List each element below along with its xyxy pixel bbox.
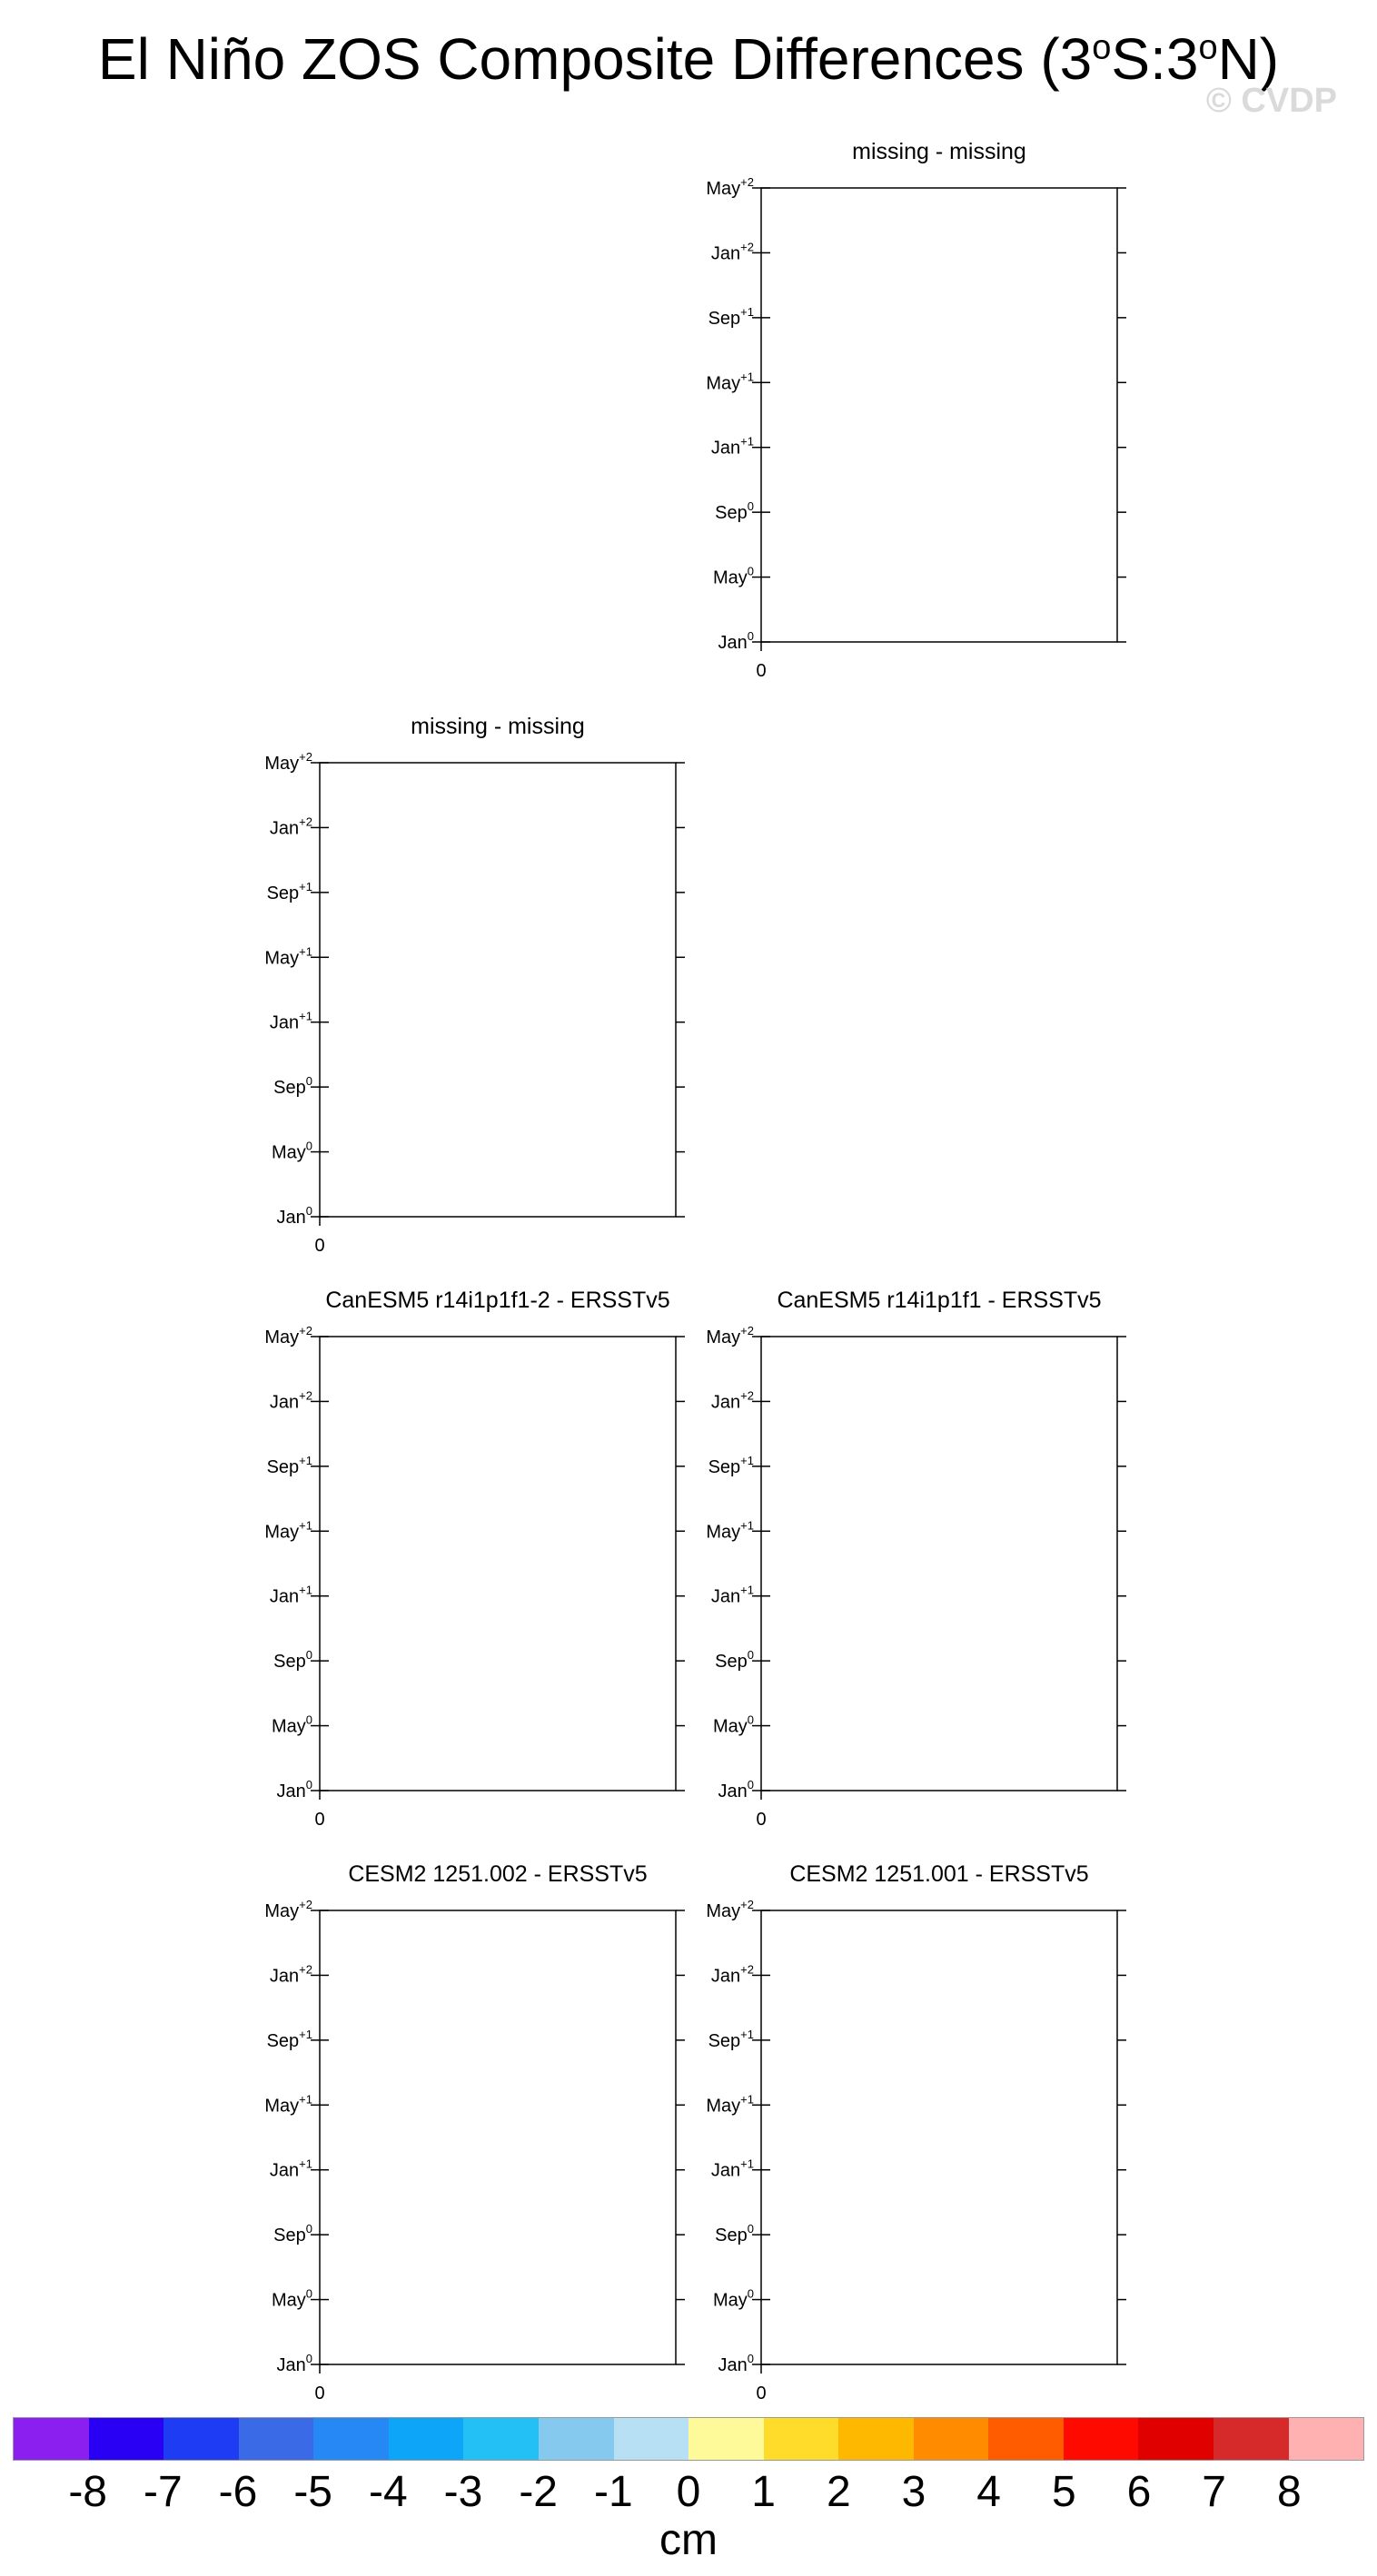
colorbar-cell xyxy=(463,2418,539,2460)
colorbar-labels xyxy=(0,2465,1377,2520)
y-tick-label: Jan$^{+2}$ xyxy=(269,1962,312,1987)
x-tick-label: 0 xyxy=(756,2384,767,2403)
y-tick-label: May$^{+2}$ xyxy=(706,1898,754,1921)
panel-title: CanESM5 r14i1p1f1-2 - ERSSTv5 xyxy=(325,1288,670,1313)
y-tick-label: Jan$^0$ xyxy=(718,1778,754,1801)
y-tick-label: Sep$^0$ xyxy=(715,2222,754,2246)
y-tick-label: Sep$^{+1}$ xyxy=(266,879,312,903)
y-tick-label: Sep$^0$ xyxy=(273,2222,312,2246)
y-tick-label: Jan$^{+1}$ xyxy=(269,2157,312,2181)
panel-title: missing - missing xyxy=(852,139,1026,164)
panel-title: CESM2 1251.002 - ERSSTv5 xyxy=(348,1861,648,1887)
colorbar-level-label: 4 xyxy=(976,2468,1002,2516)
plot-frame xyxy=(320,1337,676,1791)
y-tick-label: May$^{+1}$ xyxy=(264,944,312,969)
colorbar-cell xyxy=(14,2418,89,2460)
y-tick-label: May$^{+1}$ xyxy=(264,1518,312,1543)
panel-title: CanESM5 r14i1p1f1 - ERSSTv5 xyxy=(777,1288,1102,1313)
colorbar-cell xyxy=(163,2418,239,2460)
page-title: El Niño ZOS Composite Differences (3$^o$S:3$^o$N) xyxy=(97,26,1280,92)
colorbar-cell xyxy=(539,2418,614,2460)
colorbar-cell xyxy=(988,2418,1064,2460)
y-tick-label: Jan$^{+1}$ xyxy=(710,1583,754,1607)
colorbar-level-label: 8 xyxy=(1276,2468,1302,2516)
plot-frame xyxy=(320,1910,676,2364)
colorbar-cell xyxy=(764,2418,839,2460)
panel-title: CESM2 1251.001 - ERSSTv5 xyxy=(789,1861,1089,1887)
y-tick-label: Sep$^0$ xyxy=(273,1074,312,1099)
y-tick-label: Sep$^0$ xyxy=(715,1648,754,1673)
plot-frame xyxy=(320,763,676,1217)
colorbar-cell xyxy=(1289,2418,1364,2460)
y-tick-label: May$^0$ xyxy=(271,1139,312,1163)
y-tick-label: Jan$^0$ xyxy=(276,2352,312,2375)
y-tick-label: Jan$^{+2}$ xyxy=(269,814,312,839)
colorbar-level-label: -6 xyxy=(218,2468,258,2516)
y-tick-label: Jan$^{+1}$ xyxy=(269,1583,312,1607)
panel-title: missing - missing xyxy=(411,714,585,739)
x-tick-label: 0 xyxy=(314,1810,325,1830)
plot-frame xyxy=(761,1910,1117,2364)
panel-1 xyxy=(264,714,685,1256)
y-tick-label: Jan$^0$ xyxy=(718,2352,754,2375)
colorbar-level-label: 2 xyxy=(826,2468,851,2516)
y-tick-label: Jan$^{+2}$ xyxy=(710,240,754,264)
y-tick-label: May$^{+1}$ xyxy=(706,2092,754,2117)
colorbar-level-label: 6 xyxy=(1126,2468,1152,2516)
y-tick-label: Jan$^0$ xyxy=(718,629,754,653)
colorbar xyxy=(13,2417,1364,2461)
y-tick-label: Sep$^{+1}$ xyxy=(708,2027,754,2051)
colorbar-cell xyxy=(89,2418,164,2460)
colorbar-cell xyxy=(614,2418,689,2460)
y-tick-label: Jan$^{+1}$ xyxy=(710,434,754,459)
x-tick-label: 0 xyxy=(756,661,767,681)
colorbar-level-label: 1 xyxy=(751,2468,777,2516)
colorbar-cell xyxy=(1138,2418,1214,2460)
colorbar-units: cm xyxy=(659,2516,718,2564)
x-tick-label: 0 xyxy=(314,1236,325,1256)
colorbar-cell xyxy=(1214,2418,1289,2460)
plot-frame xyxy=(761,1337,1117,1791)
y-tick-label: May$^{+1}$ xyxy=(706,1518,754,1543)
y-tick-label: Sep$^{+1}$ xyxy=(266,2027,312,2051)
y-tick-label: Sep$^{+1}$ xyxy=(266,1453,312,1477)
y-tick-label: Jan$^{+1}$ xyxy=(710,2157,754,2181)
x-tick-label: 0 xyxy=(756,1810,767,1830)
y-tick-label: May$^0$ xyxy=(271,1712,312,1737)
y-tick-label: May$^0$ xyxy=(712,1712,754,1737)
y-tick-label: Jan$^0$ xyxy=(276,1204,312,1228)
plot-frame xyxy=(761,188,1117,642)
x-tick-label: 0 xyxy=(314,2384,325,2403)
y-tick-label: May$^{+2}$ xyxy=(264,750,312,774)
colorbar-cell xyxy=(688,2418,764,2460)
colorbar-level-label: 5 xyxy=(1051,2468,1076,2516)
panel-5 xyxy=(706,1861,1126,2403)
colorbar-level-label: -4 xyxy=(368,2468,408,2516)
colorbar-cell xyxy=(313,2418,389,2460)
y-tick-label: Sep$^0$ xyxy=(273,1648,312,1673)
y-tick-label: Sep$^{+1}$ xyxy=(708,1453,754,1477)
colorbar-level-label: -2 xyxy=(519,2468,558,2516)
colorbar-cell xyxy=(389,2418,464,2460)
panel-0 xyxy=(706,139,1126,681)
panel-3 xyxy=(706,1288,1126,1830)
colorbar-cell xyxy=(914,2418,989,2460)
y-tick-label: Jan$^0$ xyxy=(276,1778,312,1801)
colorbar-level-label: -3 xyxy=(443,2468,483,2516)
y-tick-label: May$^{+2}$ xyxy=(706,1324,754,1347)
colorbar-level-label: 3 xyxy=(901,2468,926,2516)
y-tick-label: Sep$^0$ xyxy=(715,499,754,524)
colorbar-level-label: -5 xyxy=(293,2468,332,2516)
colorbar-level-label: -1 xyxy=(593,2468,633,2516)
y-tick-label: May$^0$ xyxy=(712,564,754,588)
y-tick-label: May$^{+1}$ xyxy=(264,2092,312,2117)
colorbar-cell xyxy=(239,2418,314,2460)
y-tick-label: Jan$^{+2}$ xyxy=(710,1388,754,1413)
colorbar-cell xyxy=(1064,2418,1139,2460)
colorbar-cell xyxy=(838,2418,914,2460)
panel-4 xyxy=(264,1861,685,2403)
colorbar-level-label: 0 xyxy=(676,2468,701,2516)
panel-2 xyxy=(264,1288,685,1830)
y-tick-label: May$^0$ xyxy=(271,2286,312,2311)
y-tick-label: Jan$^{+2}$ xyxy=(710,1962,754,1987)
y-tick-label: May$^{+2}$ xyxy=(264,1898,312,1921)
watermark: © CVDP xyxy=(1205,82,1337,120)
colorbar-level-label: 7 xyxy=(1202,2468,1227,2516)
y-tick-label: Sep$^{+1}$ xyxy=(708,304,754,329)
y-tick-label: Jan$^{+1}$ xyxy=(269,1009,312,1033)
y-tick-label: May$^{+1}$ xyxy=(706,370,754,394)
y-tick-label: May$^0$ xyxy=(712,2286,754,2311)
y-tick-label: May$^{+2}$ xyxy=(264,1324,312,1347)
y-tick-label: May$^{+2}$ xyxy=(706,175,754,199)
colorbar-level-label: -8 xyxy=(68,2468,107,2516)
y-tick-label: Jan$^{+2}$ xyxy=(269,1388,312,1413)
colorbar-level-label: -7 xyxy=(143,2468,183,2516)
